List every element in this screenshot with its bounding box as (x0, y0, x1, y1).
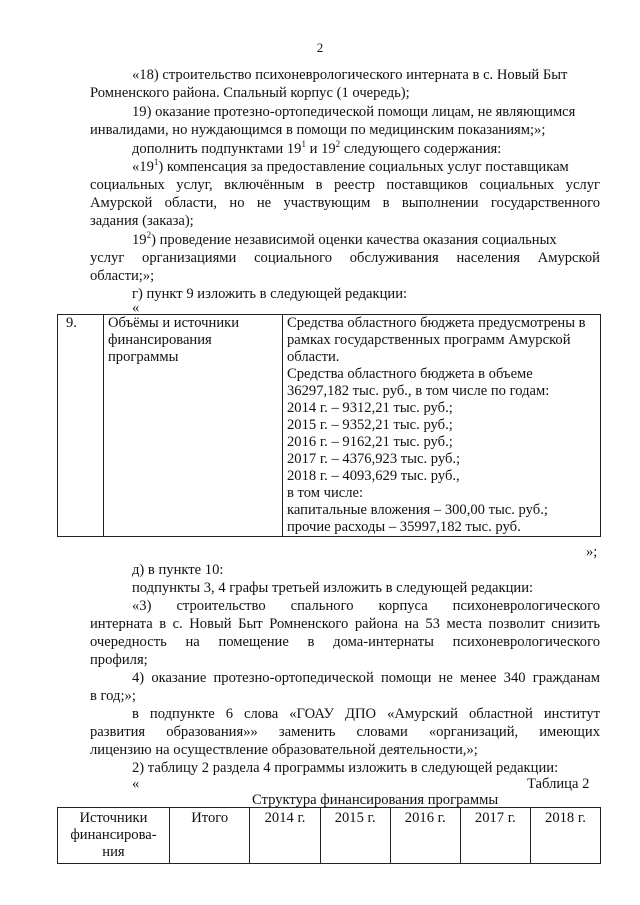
financing-structure-table (57, 807, 601, 864)
quote-open-1: « (132, 300, 140, 316)
paragraph-supplement: дополнить подпунктами $19^1$ и $19^2$ следующего содержания: (132, 139, 502, 157)
content-line: 36297,182 тыс. руб., в том числе по годам: (287, 383, 550, 399)
row-content (283, 315, 601, 537)
header-sources-line3: ния (102, 844, 125, 860)
paragraph-d5-line1: в подпункте 6 слова «ГОАУ ДПО «Амурский областной институт (132, 706, 600, 722)
content-line: 2014 г. – 9312,21 тыс. руб.; (287, 400, 453, 416)
paragraph-d: д) в пункте 10: (132, 562, 224, 578)
paragraph-19-1-line3: Амурской области, но не участвующим в выполнении государственного (90, 195, 600, 211)
content-line: 2016 г. – 9162,21 тыс. руб.; (287, 434, 453, 450)
content-line: прочие расходы – 35997,182 тыс. руб. (287, 519, 521, 535)
table2-label: Таблица 2 (527, 776, 590, 792)
header-2015: 2015 г. (320, 808, 390, 864)
table2-title: Структура финансирования программы (252, 792, 499, 808)
content-line: 2017 г. – 4376,923 тыс. руб.; (287, 451, 461, 467)
content-line: 2015 г. – 9352,21 тыс. руб.; (287, 417, 453, 433)
page-number: 2 (316, 40, 324, 55)
paragraph-d3-line3: очередность на помещение в дома-интернаты психоневрологического (90, 634, 600, 650)
header-2016: 2016 г. (390, 808, 460, 864)
paragraph-19-line2: инвалидами, но нуждающимся в помощи по медицинским показаниям;»; (90, 122, 546, 138)
paragraph-d3-line1: «3) строительство спального корпуса психоневрологического (132, 598, 600, 614)
content-line: рамках государственных программ Амурской (287, 332, 571, 348)
paragraph-d4-line1: 4) оказание протезно-ортопедической помощи не менее 340 гражданам (132, 670, 600, 686)
paragraph-d-subitems: подпункты 3, 4 графы третьей изложить в следующей редакции: (132, 580, 534, 596)
paragraph-19-1-line1: «$19^1$) компенсация за предоставление социальных услуг поставщикам (132, 157, 569, 175)
row-label-line3: программы (108, 349, 179, 365)
paragraph-table2-intro: 2) таблицу 2 раздела 4 программы изложить в следующей редакции: (132, 760, 559, 776)
paragraph-18-line2: Ромненского района. Спальный корпус (1 очередь); (90, 85, 410, 101)
paragraph-d3-line2: интерната в с. Новый Быт Ромненского района на 53 места позволит снизить (90, 616, 600, 632)
paragraph-19-1-line2: социальных услуг, включённым в реестр поставщиков социальных услуг (90, 177, 600, 193)
header-total: Итого (169, 808, 250, 864)
quote-close-1: »; (586, 544, 598, 560)
paragraph-18-line1: «18) строительство психоневрологического интерната в с. Новый Быт (132, 67, 568, 83)
paragraph-d5-line2: развития образования»» заменить словами «организаций, имеющих (90, 724, 600, 740)
content-line: области. (287, 349, 340, 365)
paragraph-19-2-line1: $19^2$) проведение независимой оценки качества оказания социальных (132, 230, 557, 248)
content-line: 2018 г. – 4093,629 тыс. руб., (287, 468, 460, 484)
content-line: в том числе: (287, 485, 364, 501)
row-number: 9. (58, 315, 104, 537)
quote-open-2: « (132, 776, 140, 792)
row-label-line1: Объёмы и источники (108, 315, 240, 331)
header-2014: 2014 г. (250, 808, 320, 864)
row-label (104, 315, 283, 537)
header-sources-line1: Источники (79, 810, 148, 826)
paragraph-19-2-line2: услуг организациями социального обслуживания населения Амурской (90, 250, 600, 266)
content-line: Средства областного бюджета в объеме (287, 366, 533, 382)
paragraph-d3-line4: профиля; (90, 652, 148, 668)
paragraph-d4-line2: в год;»; (90, 688, 136, 704)
row-label-line2: финансирования (108, 332, 212, 348)
content-line: Средства областного бюджета предусмотрены в (287, 315, 586, 331)
paragraph-d5-line3: лицензию на осуществление образовательной деятельности,»; (90, 742, 478, 758)
paragraph-19-1-line4: задания (заказа); (90, 213, 194, 229)
paragraph-point-9: г) пункт 9 изложить в следующей редакции: (132, 286, 408, 302)
header-2017: 2017 г. (460, 808, 530, 864)
content-line: капитальные вложения – 300,00 тыс. руб.; (287, 502, 548, 518)
paragraph-19-2-line3: области;»; (90, 268, 155, 284)
paragraph-19-line1: 19) оказание протезно-ортопедической помощи лицам, не являющимся (132, 104, 576, 120)
header-sources (58, 808, 170, 864)
program-financing-table (57, 314, 601, 537)
header-sources-line2: финансирова- (70, 827, 157, 843)
header-2018: 2018 г. (530, 808, 600, 864)
